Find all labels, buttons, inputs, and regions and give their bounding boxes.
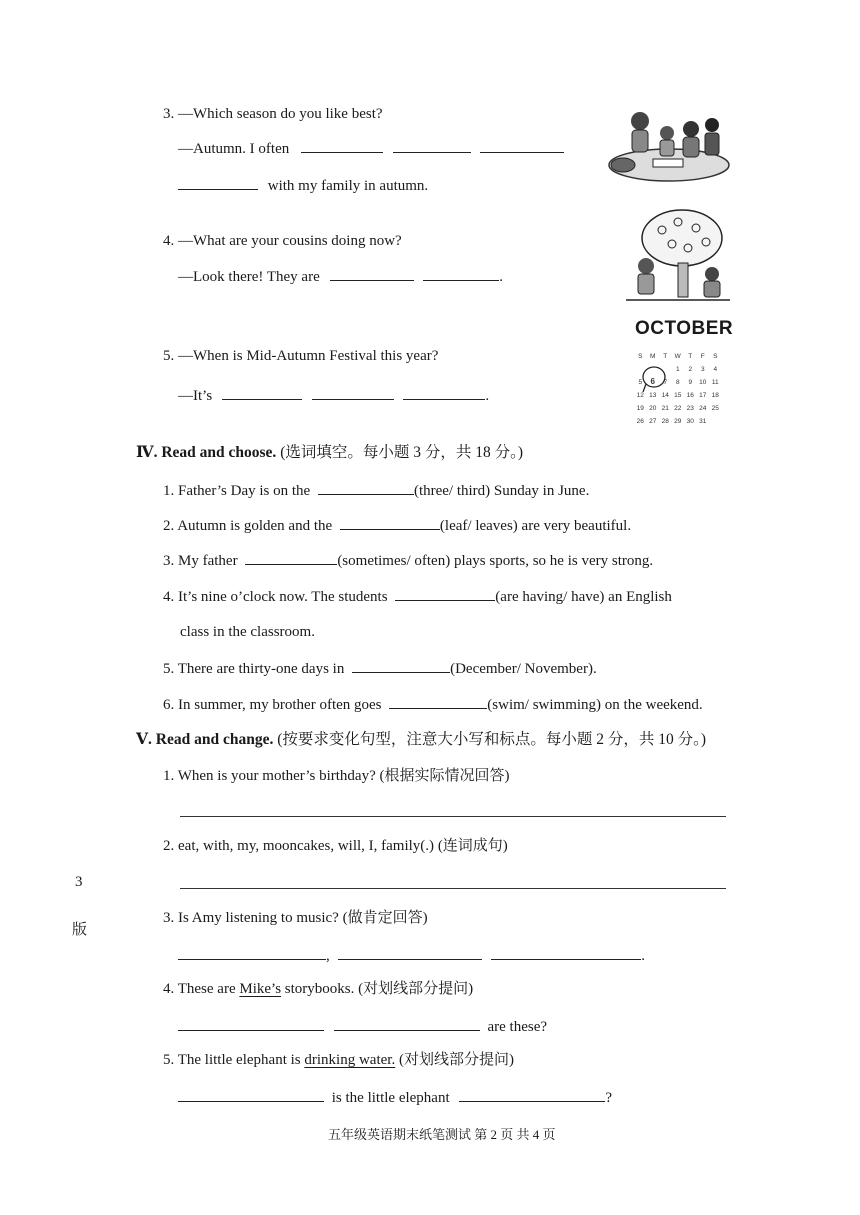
answer-line[interactable]: [180, 816, 726, 817]
calendar-weekdays: S M T W T F S: [638, 353, 718, 360]
calendar-row: 12 13 14 15 16 17 18: [636, 392, 719, 399]
s4-item-2: 2. Autumn is golden and the (leaf/ leaves) are very beautiful.: [163, 515, 631, 536]
q5-answer-line: —It’s .: [178, 385, 489, 406]
family-picnic-picture: [605, 103, 733, 185]
calendar-row: 26 27 28 29 30 31: [636, 418, 707, 425]
s5-item-5: 5. The little elephant is drinking water. (对划线部分提问): [163, 1052, 514, 1068]
q4-question: 4. —What are your cousins doing now?: [163, 233, 402, 249]
answer-blank[interactable]: [222, 385, 302, 400]
answer-blank[interactable]: [178, 1016, 324, 1031]
apple-tree-picture: [626, 208, 730, 304]
answer-blank[interactable]: [330, 266, 414, 281]
answer-blank[interactable]: [403, 385, 485, 400]
side-mark-top: 3: [75, 874, 83, 890]
calendar-row: 1 2 3 4: [675, 366, 718, 373]
s5-item-3-answer: , .: [178, 945, 645, 966]
answer-blank[interactable]: [459, 1087, 605, 1102]
answer-blank[interactable]: [389, 694, 487, 709]
q4-answer-line: —Look there! They are .: [178, 266, 503, 287]
s4-item-4-cont: class in the classroom.: [180, 624, 315, 640]
s5-item-5-answer: is the little elephant ?: [178, 1087, 612, 1108]
s4-item-1: 1. Father’s Day is on the (three/ third) Sunday in June.: [163, 480, 589, 501]
answer-blank[interactable]: [312, 385, 394, 400]
answer-line[interactable]: [180, 888, 726, 889]
section4-heading: Ⅳ. Read and choose. (选词填空。每小题 3 分，共 18 分。): [136, 444, 524, 461]
s4-item-4: 4. It’s nine o’clock now. The students (are having/ have) an English: [163, 586, 672, 607]
answer-blank[interactable]: [178, 1087, 324, 1102]
answer-blank[interactable]: [334, 1016, 480, 1031]
answer-blank[interactable]: [423, 266, 499, 281]
q3-question: 3. —Which season do you like best?: [163, 106, 383, 122]
page-footer: 五年级英语期末纸笔测试 第 2 页 共 4 页: [328, 1127, 556, 1142]
q3-answer-line2: with my family in autumn.: [178, 175, 428, 196]
s5-item-1: 1. When is your mother’s birthday? (根据实际情况回答): [163, 768, 510, 784]
q3-answer-line1: —Autumn. I often: [178, 138, 564, 159]
answer-blank[interactable]: [178, 175, 258, 190]
answer-blank[interactable]: [491, 945, 641, 960]
answer-blank[interactable]: [395, 586, 495, 601]
s4-item-5: 5. There are thirty-one days in (December/ November).: [163, 658, 597, 679]
answer-blank[interactable]: [338, 945, 482, 960]
answer-blank[interactable]: [318, 480, 414, 495]
calendar-row: 5 6 7 8 9 10 11: [638, 377, 719, 386]
s4-item-6: 6. In summer, my brother often goes (swim/ swimming) on the weekend.: [163, 694, 703, 715]
calendar-circle-mark: [640, 364, 670, 394]
answer-blank[interactable]: [245, 550, 337, 565]
calendar-month: OCTOBER: [635, 318, 734, 339]
s5-item-4: 4. These are Mike’s storybooks. (对划线部分提问): [163, 981, 474, 997]
s5-item-3: 3. Is Amy listening to music? (做肯定回答): [163, 910, 428, 926]
answer-blank[interactable]: [352, 658, 450, 673]
answer-blank[interactable]: [393, 138, 471, 153]
answer-blank[interactable]: [178, 945, 326, 960]
q5-question: 5. —When is Mid-Autumn Festival this year?: [163, 348, 439, 364]
s5-item-2: 2. eat, with, my, mooncakes, will, I, family(.) (连词成句): [163, 838, 508, 854]
answer-blank[interactable]: [480, 138, 564, 153]
s5-item-4-answer: are these?: [178, 1016, 547, 1037]
answer-blank[interactable]: [301, 138, 383, 153]
s4-item-3: 3. My father (sometimes/ often) plays sports, so he is very strong.: [163, 550, 653, 571]
side-mark-bottom: 版: [72, 922, 88, 938]
section5-heading: Ⅴ. Read and change. (按要求变化句型，注意大小写和标点。每小题 2 分，共 10 分。): [136, 731, 707, 748]
answer-blank[interactable]: [340, 515, 440, 530]
calendar-row: 19 20 21 22 23 24 25: [636, 405, 719, 412]
